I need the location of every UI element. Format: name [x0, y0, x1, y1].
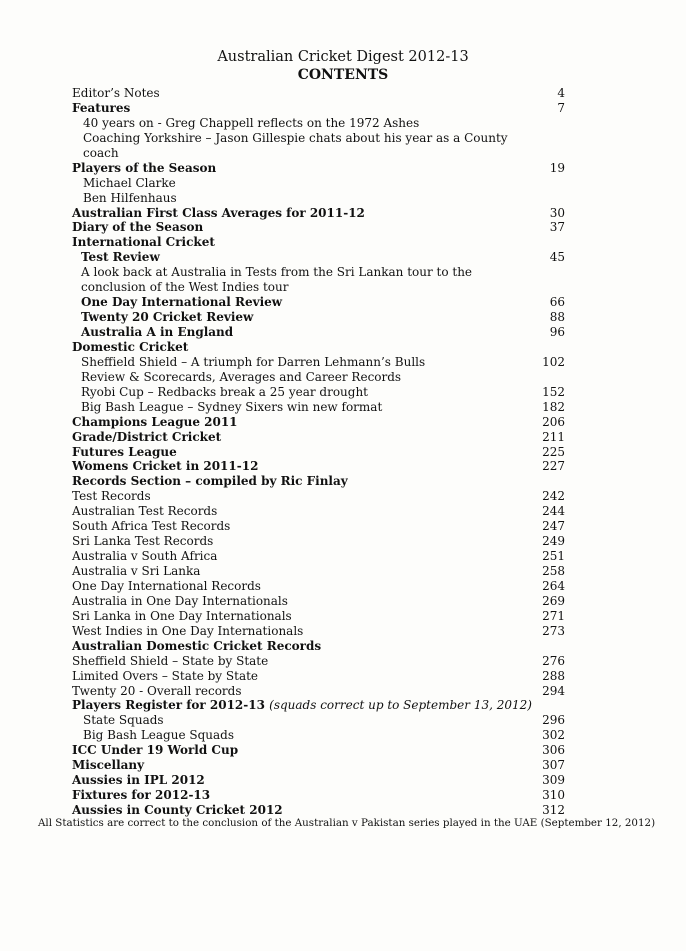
toc-entry-page-number: 294 — [542, 683, 565, 698]
toc-entry-page-number: 182 — [542, 399, 565, 414]
toc-entry-page-number: 225 — [542, 444, 565, 459]
toc-entry-label: Champions League 2011 — [72, 414, 238, 429]
toc-entry-page-number: 19 — [549, 160, 565, 175]
toc-entry-label: One Day International Records — [72, 578, 261, 593]
toc-entry-page-number: 88 — [549, 310, 565, 325]
toc-entry-title — [72, 445, 177, 460]
toc-entry — [0, 803, 686, 818]
toc-entry-label: A look back at Australia in Tests from the Sri Lankan tour to the — [81, 265, 473, 280]
toc-entry — [0, 265, 686, 280]
toc-entry-label: Miscellany — [72, 758, 145, 773]
toc-entry-label: Australia in One Day Internationals — [72, 593, 288, 608]
toc-entry-title — [81, 280, 289, 295]
toc-entry-label: Ryobi Cup – Redbacks break a 25 year drought — [81, 384, 369, 399]
toc-entry-title — [72, 504, 217, 519]
toc-entry-label: ICC Under 19 World Cup — [72, 743, 239, 758]
document-title: Australian Cricket Digest 2012-13 — [217, 49, 469, 65]
toc-entry-label: Australia A in England — [81, 325, 234, 339]
toc-entry-label: Editor’s Notes — [72, 86, 160, 100]
toc-entry — [0, 489, 686, 504]
toc-entry-label: Limited Overs – State by State — [72, 668, 259, 683]
toc-entry-title — [72, 430, 221, 445]
toc-entry-label: Players of the Season — [72, 160, 217, 175]
toc-entry-page-number: 271 — [542, 608, 565, 623]
toc-entry-title — [72, 639, 321, 654]
toc-entry-page-number: 4 — [557, 86, 565, 100]
toc-entry — [0, 310, 686, 325]
toc-entry-title — [83, 146, 119, 161]
toc-entry-page-number: 288 — [542, 668, 565, 683]
toc-entry-title — [81, 310, 253, 325]
toc-entry-page-number: 102 — [542, 354, 565, 369]
toc-entry-title — [72, 773, 205, 788]
toc-entry-title — [72, 474, 348, 489]
toc-entry-label: Fixtures for 2012-13 — [72, 788, 211, 803]
statistics-footnote: All Statistics are correct to the conclusion of the Australian v Pakistan series played in the UAE (September 12, 2012) — [38, 817, 656, 829]
toc-entry — [0, 430, 686, 445]
toc-entry — [0, 146, 686, 161]
toc-entry-page-number: 310 — [542, 788, 565, 803]
toc-entry-title — [83, 191, 177, 206]
toc-entry — [0, 101, 686, 116]
toc-entry-title — [72, 624, 303, 639]
toc-entry-title — [72, 684, 242, 699]
toc-entry — [0, 131, 686, 146]
toc-entry-title — [72, 206, 365, 221]
toc-entry-page-number: 227 — [542, 459, 565, 474]
toc-entry-page-number: 309 — [542, 773, 565, 788]
toc-entry-title — [72, 101, 130, 116]
toc-entry — [0, 519, 686, 534]
toc-entry-label: Test Records — [72, 489, 151, 504]
toc-entry-page-number: 258 — [542, 564, 565, 578]
toc-entry-label: Twenty 20 Cricket Review — [81, 310, 254, 325]
toc-entry-label: Australia v South Africa — [72, 549, 218, 564]
toc-entry-title — [83, 176, 176, 191]
toc-entry-label: Review & Scorecards, Averages and Career Records — [81, 369, 402, 384]
toc-entry — [0, 400, 686, 415]
toc-entry-page-number: 37 — [549, 220, 565, 235]
toc-entry-label: Big Bash League – Sydney Sixers win new format — [81, 399, 383, 414]
toc-entry-title — [81, 370, 401, 385]
toc-entry-title — [72, 340, 188, 355]
toc-entry-page-number: 307 — [542, 758, 565, 773]
toc-entry-label: Sheffield Shield – A triumph for Darren Lehmann’s Bulls — [81, 354, 426, 369]
toc-entry — [0, 504, 686, 519]
toc-entry — [0, 385, 686, 400]
toc-entry-title — [81, 400, 382, 415]
toc-entry — [0, 654, 686, 669]
toc-entry-page-number: 66 — [549, 295, 565, 310]
toc-entry-title — [72, 86, 160, 101]
toc-entry — [0, 86, 686, 101]
toc-entry-title — [72, 549, 217, 564]
toc-entry — [0, 445, 686, 460]
table-of-contents — [0, 86, 686, 818]
toc-entry-page-number: 249 — [542, 534, 565, 549]
toc-entry-title — [83, 116, 419, 131]
toc-entry-label: Diary of the Season — [72, 220, 204, 235]
toc-entry-title — [81, 250, 160, 265]
toc-entry — [0, 609, 686, 624]
toc-entry — [0, 624, 686, 639]
toc-entry-page-number: 247 — [542, 519, 565, 534]
toc-entry-label: Records Section – compiled by Ric Finlay — [72, 474, 348, 489]
toc-entry-title — [72, 489, 151, 504]
toc-entry-note: (squads correct up to September 13, 2012) — [269, 698, 532, 713]
toc-entry — [0, 758, 686, 773]
toc-entry-label: Grade/District Cricket — [72, 429, 222, 444]
toc-entry-label: West Indies in One Day Internationals — [72, 623, 304, 638]
toc-entry-page-number: 306 — [542, 743, 565, 758]
toc-entry-label: Futures League — [72, 444, 177, 459]
toc-entry-title — [83, 131, 508, 146]
toc-entry-label: Aussies in County Cricket 2012 — [72, 803, 283, 817]
toc-entry-label: Australia v Sri Lanka — [72, 564, 201, 578]
toc-entry-title — [72, 415, 238, 430]
toc-entry-label: Test Review — [81, 250, 160, 265]
toc-entry-page-number: 242 — [542, 489, 565, 504]
toc-entry-title — [72, 788, 210, 803]
toc-entry-page-number: 296 — [542, 713, 565, 728]
toc-entry-label: Michael Clarke — [83, 175, 176, 190]
toc-entry-label: Womens Cricket in 2011-12 — [72, 459, 259, 474]
toc-entry-label: Australian Domestic Cricket Records — [72, 638, 322, 653]
toc-entry-label: Aussies in IPL 2012 — [72, 773, 205, 788]
toc-entry-label: Big Bash League Squads — [83, 728, 235, 743]
toc-entry-page-number: 273 — [542, 623, 565, 638]
toc-entry-title — [72, 235, 215, 250]
toc-entry-page-number: 244 — [542, 504, 565, 519]
toc-entry — [0, 594, 686, 609]
toc-entry-title — [81, 385, 368, 400]
toc-entry-title — [72, 161, 216, 176]
toc-entry-title — [72, 564, 200, 579]
toc-entry — [0, 191, 686, 206]
toc-entry-page-number: 152 — [542, 384, 565, 399]
toc-entry-page-number: 7 — [557, 100, 565, 115]
toc-entry — [0, 474, 686, 489]
toc-entry-page-number: 45 — [549, 250, 565, 265]
toc-entry-label: Sri Lanka Test Records — [72, 534, 214, 549]
toc-entry — [0, 788, 686, 803]
toc-entry — [0, 340, 686, 355]
contents-heading: CONTENTS — [297, 67, 389, 83]
toc-entry-label: International Cricket — [72, 235, 215, 250]
toc-entry — [0, 684, 686, 699]
toc-entry-title — [81, 265, 472, 280]
toc-entry — [0, 415, 686, 430]
toc-entry — [0, 280, 686, 295]
toc-entry-label: One Day International Review — [81, 295, 283, 310]
toc-entry-label: Australian First Class Averages for 2011-12 — [72, 205, 365, 220]
toc-entry-label: Sri Lanka in One Day Internationals — [72, 608, 292, 623]
toc-entry-title — [72, 459, 258, 474]
toc-entry-title — [72, 698, 532, 713]
toc-entry-page-number: 302 — [542, 728, 565, 743]
toc-entry-label: Players Register for 2012-13 — [72, 698, 265, 713]
toc-entry — [0, 116, 686, 131]
toc-entry-title — [72, 609, 292, 624]
toc-entry — [0, 728, 686, 743]
toc-entry-title — [72, 654, 268, 669]
toc-entry-title — [72, 743, 238, 758]
toc-entry-page-number: 276 — [542, 653, 565, 668]
toc-entry-label: Domestic Cricket — [72, 339, 189, 354]
toc-entry — [0, 534, 686, 549]
toc-entry — [0, 579, 686, 594]
toc-entry-title — [72, 669, 258, 684]
toc-entry-label: coach — [83, 145, 119, 160]
toc-entry-title — [81, 355, 425, 370]
toc-entry-page-number: 206 — [542, 414, 565, 429]
toc-entry-page-number: 30 — [549, 205, 565, 220]
toc-entry-title — [72, 220, 203, 235]
toc-entry — [0, 295, 686, 310]
toc-entry-label: Ben Hilfenhaus — [83, 190, 177, 205]
toc-entry-label: Twenty 20 - Overall records — [72, 683, 242, 698]
toc-entry — [0, 713, 686, 728]
toc-entry-page-number: 312 — [542, 803, 565, 817]
toc-entry — [0, 370, 686, 385]
toc-entry-title — [83, 728, 234, 743]
toc-entry — [0, 176, 686, 191]
toc-entry-label: South Africa Test Records — [72, 519, 231, 534]
toc-entry — [0, 220, 686, 235]
toc-entry-label: 40 years on - Greg Chappell reflects on the 1972 Ashes — [83, 115, 420, 130]
toc-entry — [0, 549, 686, 564]
toc-entry — [0, 235, 686, 250]
toc-entry-label: Australian Test Records — [72, 504, 218, 519]
toc-entry — [0, 639, 686, 654]
toc-entry — [0, 250, 686, 265]
toc-entry-page-number: 269 — [542, 593, 565, 608]
toc-entry — [0, 355, 686, 370]
toc-entry-title — [72, 758, 144, 773]
toc-entry-title — [81, 325, 233, 340]
toc-entry — [0, 773, 686, 788]
toc-entry — [0, 206, 686, 221]
toc-entry-page-number: 264 — [542, 578, 565, 593]
toc-entry-title — [72, 803, 283, 818]
toc-entry-title — [81, 295, 282, 310]
toc-entry — [0, 669, 686, 684]
toc-entry-title — [72, 594, 288, 609]
toc-entry — [0, 564, 686, 579]
toc-entry-label: Sheffield Shield – State by State — [72, 653, 269, 668]
toc-entry — [0, 698, 686, 713]
toc-entry-page-number: 251 — [542, 549, 565, 564]
toc-entry — [0, 325, 686, 340]
toc-entry-label: Features — [72, 100, 131, 115]
toc-entry-page-number: 96 — [549, 325, 565, 339]
toc-entry — [0, 743, 686, 758]
toc-entry-title — [72, 579, 261, 594]
toc-entry — [0, 459, 686, 474]
toc-entry-title — [72, 534, 213, 549]
toc-entry-label: Coaching Yorkshire – Jason Gillespie chats about his year as a County — [83, 130, 508, 145]
toc-entry-page-number: 211 — [542, 429, 565, 444]
toc-entry-label: State Squads — [83, 713, 164, 728]
toc-entry-title — [83, 713, 164, 728]
toc-entry-title — [72, 519, 230, 534]
toc-entry — [0, 161, 686, 176]
toc-entry-label: conclusion of the West Indies tour — [81, 280, 289, 295]
